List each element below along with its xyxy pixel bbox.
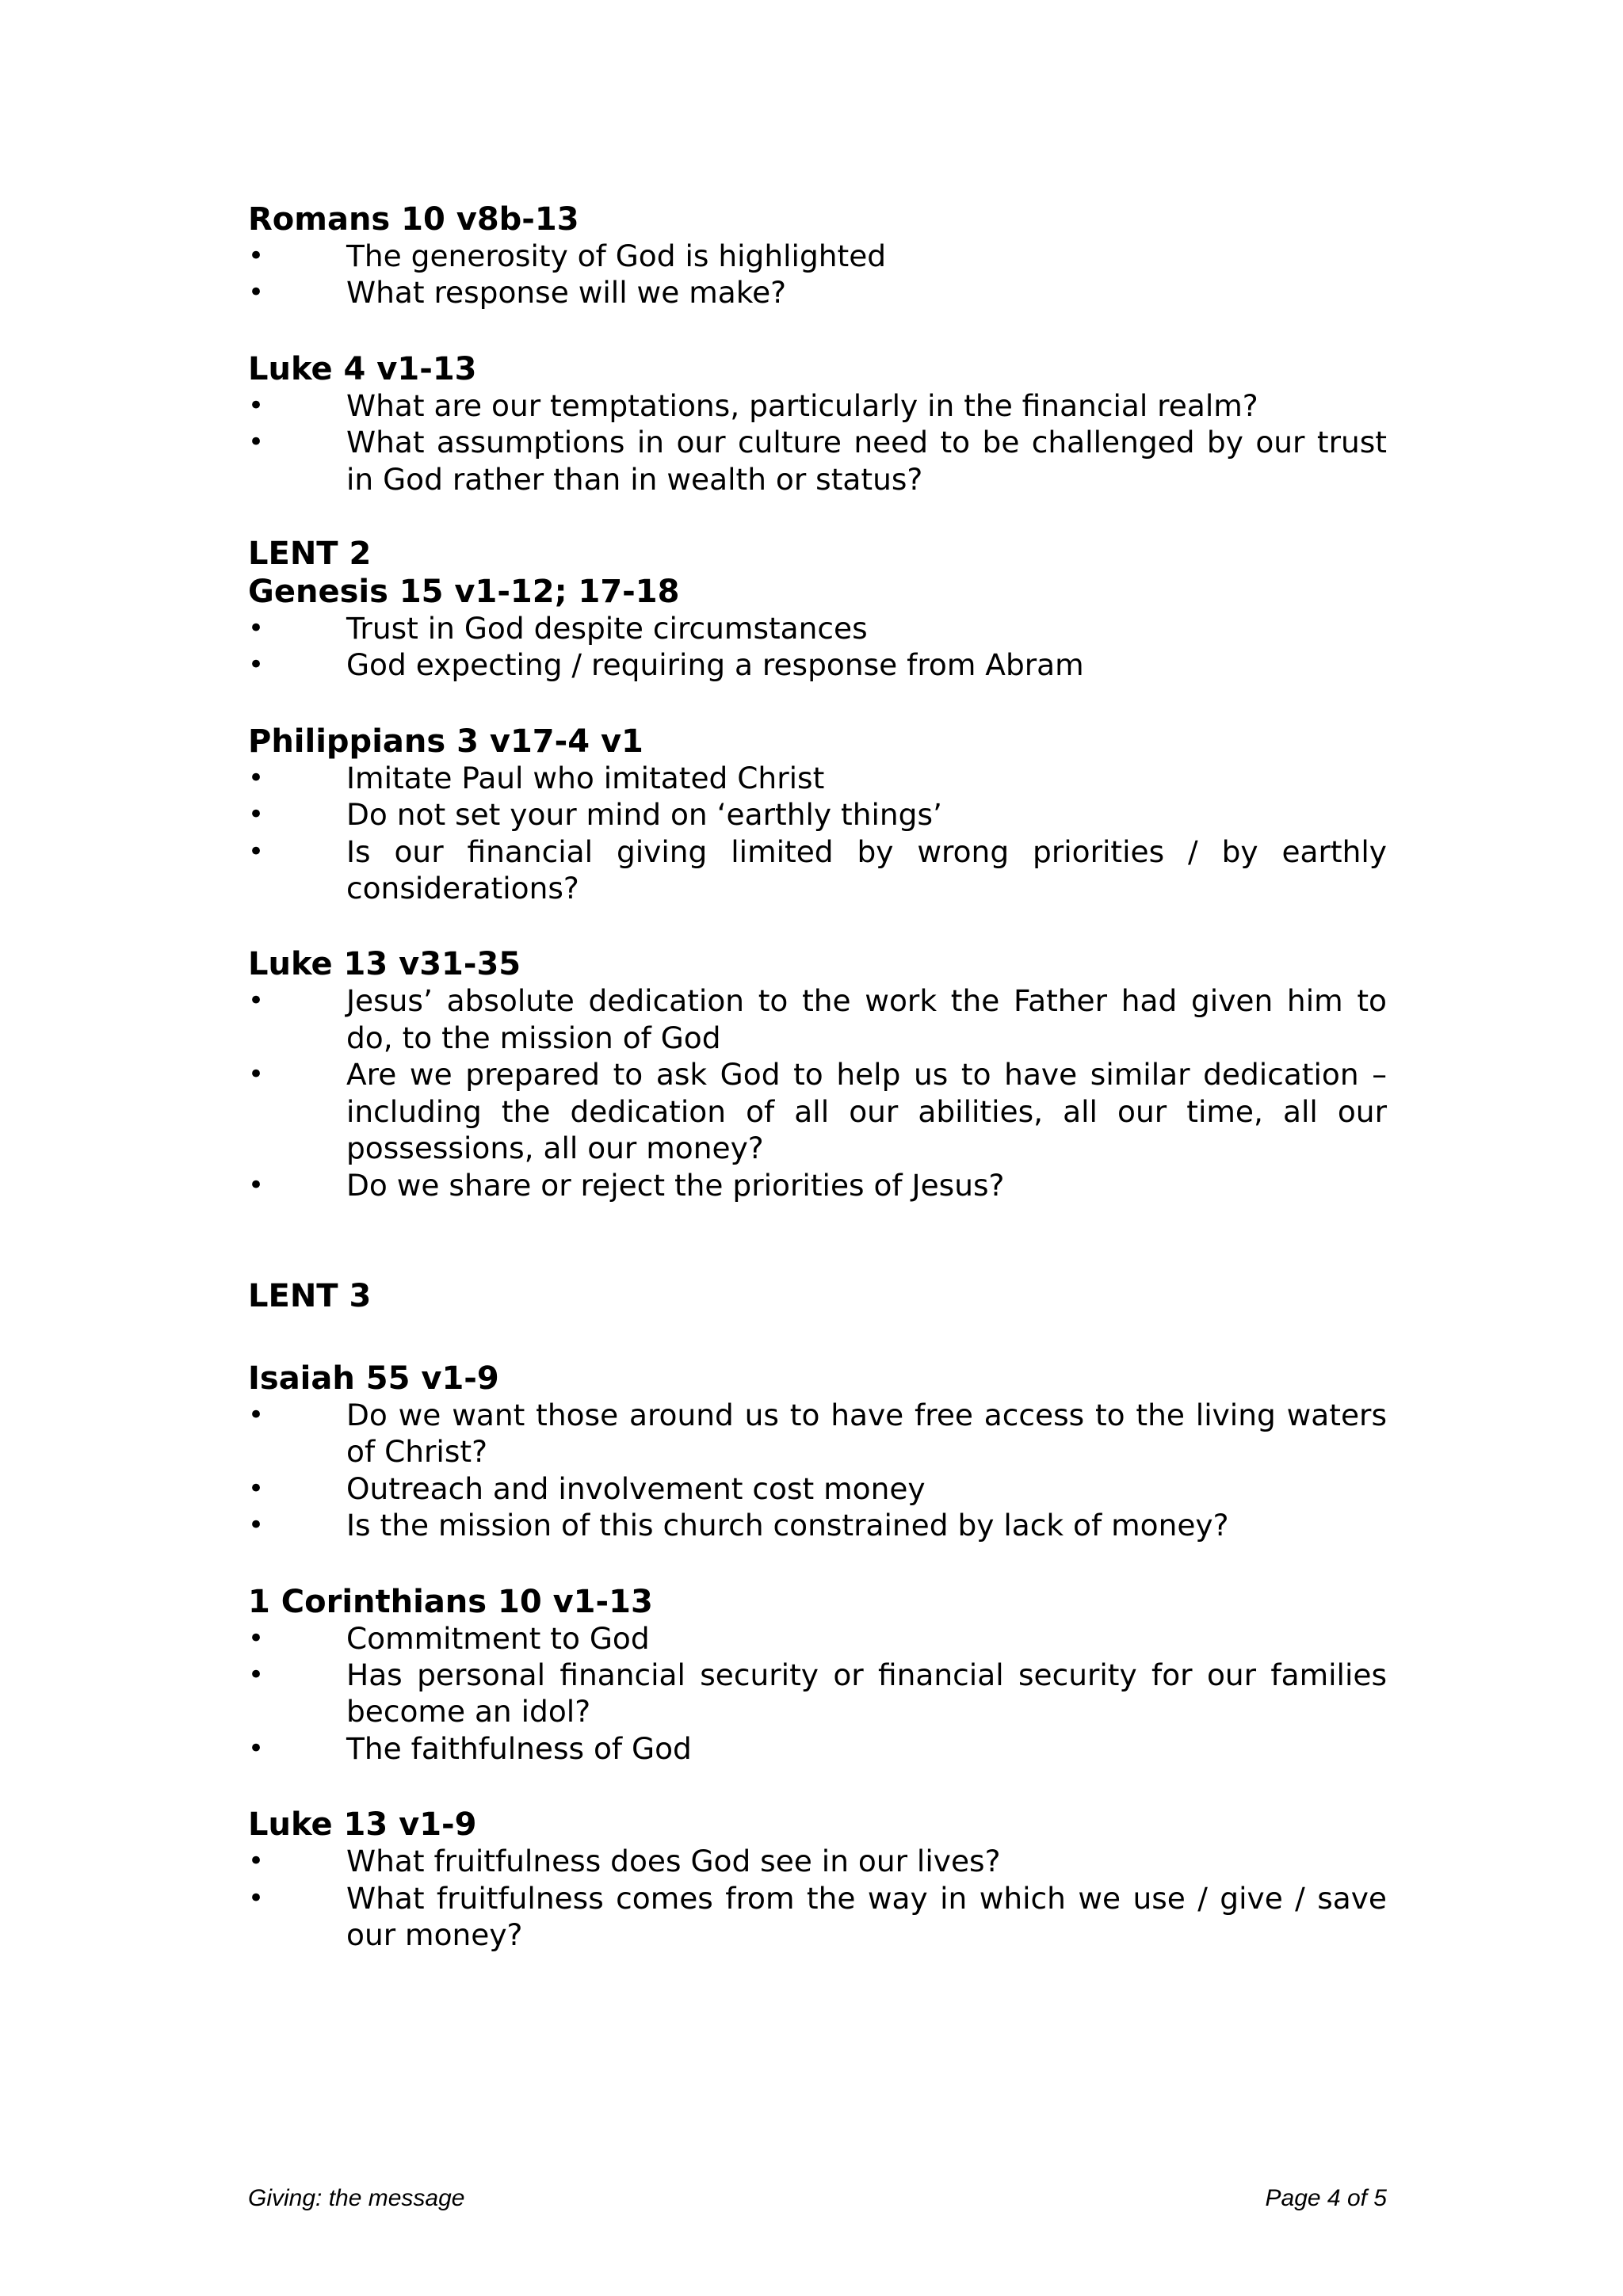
bullet-list bbox=[248, 1843, 1387, 1953]
list-item-text: What fruitfulness comes from the way in which we use / give / save our money? bbox=[346, 1880, 1387, 1952]
reading-section bbox=[248, 1278, 1387, 1544]
list-item bbox=[248, 1470, 1387, 1507]
reading-heading: Isaiah 55 v1-9 bbox=[248, 1360, 499, 1397]
footer-document-title: Giving: the message bbox=[248, 2185, 465, 2211]
reading-heading: 1 Corinthians 10 v1-13 bbox=[248, 1583, 653, 1620]
list-item bbox=[248, 1397, 1387, 1470]
reading-section bbox=[248, 944, 1387, 1203]
lent-heading: LENT 2 bbox=[248, 536, 372, 573]
list-item-text: Commitment to God bbox=[346, 1620, 650, 1656]
reading-heading: Romans 10 v8b-13 bbox=[248, 201, 579, 238]
bullet-icon: • bbox=[248, 612, 265, 645]
list-item-text: Do we want those around us to have free access to the living waters of Christ? bbox=[346, 1397, 1387, 1470]
list-item bbox=[248, 610, 1387, 646]
bullet-icon: • bbox=[248, 1472, 265, 1505]
bullet-icon: • bbox=[248, 240, 265, 272]
reading-section bbox=[248, 200, 1387, 311]
reading-heading: Philippians 3 v17-4 v1 bbox=[248, 723, 643, 760]
bullet-icon: • bbox=[248, 1658, 265, 1691]
bullet-icon: • bbox=[248, 277, 265, 309]
bullet-icon: • bbox=[248, 1058, 265, 1091]
list-item-text: Do not set your mind on ‘earthly things’ bbox=[346, 797, 942, 833]
list-item-text: Is our financial giving limited by wrong priorities / by earthly considerations? bbox=[346, 833, 1387, 906]
bullet-list bbox=[248, 387, 1387, 498]
list-item-text: God expecting / requiring a response from Abram bbox=[346, 647, 1084, 683]
bullet-icon: • bbox=[248, 985, 265, 1017]
bullet-icon: • bbox=[248, 761, 265, 794]
reading-heading: Luke 13 v1-9 bbox=[248, 1806, 477, 1844]
list-item bbox=[248, 646, 1387, 683]
list-item-text: Jesus’ absolute dedication to the work the Father had given him to do, to the mission of God bbox=[346, 983, 1387, 1055]
bullet-list bbox=[248, 1397, 1387, 1544]
footer-page-number: Page 4 of 5 bbox=[1265, 2185, 1387, 2211]
list-item-text: Do we share or reject the priorities of Jesus? bbox=[346, 1167, 1005, 1203]
list-item bbox=[248, 1880, 1387, 1954]
list-item bbox=[248, 1167, 1387, 1203]
bullet-icon: • bbox=[248, 1845, 265, 1878]
bullet-icon: • bbox=[248, 426, 265, 459]
list-item bbox=[248, 833, 1387, 907]
bullet-list bbox=[248, 610, 1387, 684]
reading-heading: Genesis 15 v1-12; 17-18 bbox=[248, 574, 680, 611]
bullet-icon: • bbox=[248, 1732, 265, 1764]
list-item bbox=[248, 1843, 1387, 1879]
document-page bbox=[248, 200, 1387, 1953]
bullet-icon: • bbox=[248, 1509, 265, 1542]
list-item bbox=[248, 1657, 1387, 1730]
lent-heading: LENT 3 bbox=[248, 1277, 372, 1314]
reading-section bbox=[248, 349, 1387, 498]
bullet-icon: • bbox=[248, 389, 265, 421]
list-item-text: What response will we make? bbox=[346, 275, 787, 311]
list-item bbox=[248, 1056, 1387, 1166]
bullet-icon: • bbox=[248, 799, 265, 831]
list-item-text: Is the mission of this church constrained by lack of money? bbox=[346, 1508, 1229, 1543]
list-item bbox=[248, 760, 1387, 796]
list-item-text: What are our temptations, particularly in the financial realm? bbox=[346, 387, 1258, 423]
list-item-text: What assumptions in our culture need to be challenged by our trust in God rather than in wealth or status? bbox=[346, 425, 1387, 497]
list-item bbox=[248, 238, 1387, 274]
reading-section bbox=[248, 1805, 1387, 1953]
bullet-icon: • bbox=[248, 1398, 265, 1431]
bullet-icon: • bbox=[248, 1169, 265, 1201]
bullet-list bbox=[248, 982, 1387, 1203]
list-item bbox=[248, 1730, 1387, 1767]
bullet-list bbox=[248, 1620, 1387, 1768]
reading-heading: Luke 4 v1-13 bbox=[248, 350, 477, 387]
list-item-text: Are we prepared to ask God to help us to have similar dedication – including the dedication of all our abilities, all our time, all our possessions, all our money? bbox=[346, 1057, 1387, 1166]
list-item-text: Imitate Paul who imitated Christ bbox=[346, 760, 825, 795]
list-item-text: The generosity of God is highlighted bbox=[346, 238, 887, 273]
bullet-icon: • bbox=[248, 1882, 265, 1914]
list-item-text: What fruitfulness does God see in our lives? bbox=[346, 1844, 1001, 1879]
reading-heading: Luke 13 v31-35 bbox=[248, 946, 521, 983]
reading-section bbox=[248, 722, 1387, 907]
list-item bbox=[248, 274, 1387, 311]
bullet-icon: • bbox=[248, 1622, 265, 1654]
reading-section bbox=[248, 536, 1387, 684]
list-item-text: The faithfulness of God bbox=[346, 1730, 692, 1766]
list-item bbox=[248, 1507, 1387, 1543]
reading-section bbox=[248, 1582, 1387, 1768]
bullet-list bbox=[248, 238, 1387, 311]
bullet-icon: • bbox=[248, 649, 265, 681]
list-item-text: Outreach and involvement cost money bbox=[346, 1470, 926, 1506]
list-item bbox=[248, 424, 1387, 498]
list-item bbox=[248, 982, 1387, 1056]
list-item bbox=[248, 796, 1387, 833]
list-item bbox=[248, 387, 1387, 424]
bullet-list bbox=[248, 760, 1387, 907]
list-item bbox=[248, 1620, 1387, 1657]
list-item-text: Has personal financial security or financial security for our families become an idol? bbox=[346, 1657, 1387, 1730]
list-item-text: Trust in God despite circumstances bbox=[346, 611, 868, 646]
bullet-icon: • bbox=[248, 835, 265, 868]
